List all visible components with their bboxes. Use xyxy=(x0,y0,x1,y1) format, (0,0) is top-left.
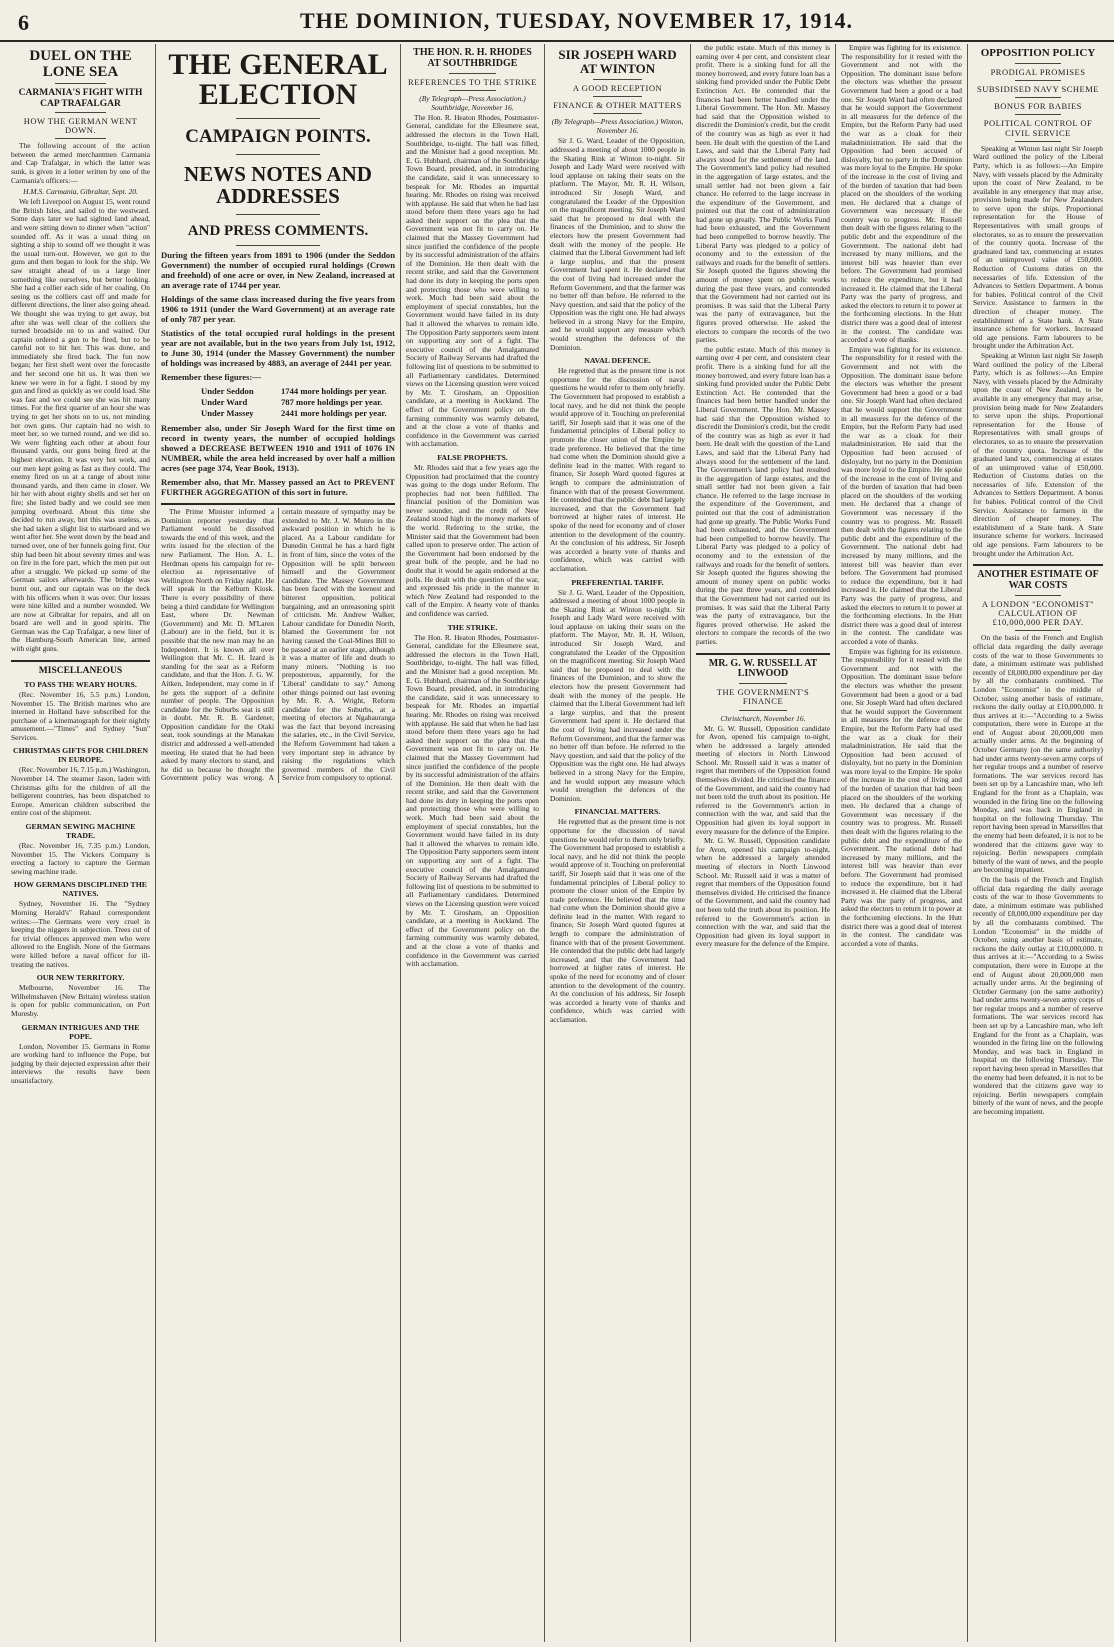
ward-subsection: NAVAL DEFENCE. xyxy=(584,356,651,366)
holdings-statement: Remember also, under Sir Joseph Ward for the first time on record in twenty years, the number of occupied holdings showed a DECREASE BETWEEN 1910 and 1911 of 1076 IN NUMBER, while the area held increased by over half a million acres (see page 374, Year Book, 1913). xyxy=(161,423,395,474)
column-opposition-policy xyxy=(968,44,1108,1642)
misc-item-text: (Rec. November 16, 7.35 p.m.) London, November 15. The Vickers Company is erecting a factory to capture the German sewing machine trade. xyxy=(11,841,150,876)
duel-subhead2: HOW THE GERMAN WENT DOWN. xyxy=(23,115,138,136)
policy-subhead: POLITICAL CONTROL OF CIVIL SERVICE xyxy=(983,118,1093,138)
holdings-statement: Statistics of the total occupied rural holdings in the present year are not available, but in the two years from July 1st, 1912, to June 30, 1914 (under the Massey Government) the number of holdings was increased by 4883, an average of 2441 per year. xyxy=(161,328,395,369)
column-general-election xyxy=(156,44,401,1642)
figure-label: Under Seddon xyxy=(201,386,254,397)
rhodes-subhead: REFERENCES TO THE STRIKE xyxy=(408,76,537,87)
holdings-statement: During the fifteen years from 1891 to 1906 (under the Seddon Government) the number of occupied rural holdings (Crown and freehold) of one acre or over, in New Zealand, increased at an average rate of 1744 per year. xyxy=(161,250,395,291)
duel-headline: DUEL ON THE LONE SEA xyxy=(29,48,132,81)
russell-dateline: Christchurch, November 16. xyxy=(720,713,806,723)
election-headline: THE GENERAL ELECTION xyxy=(168,48,388,111)
figure-value: 1744 more holdings per year. xyxy=(281,386,387,397)
policy-subhead: BONUS FOR BABIES xyxy=(994,101,1082,112)
war-costs-subhead: A LONDON "ECONOMIST" CALCULATION OF £10,000,000 PER DAY. xyxy=(981,598,1095,628)
figure-label: Under Massey xyxy=(201,408,254,419)
figure-row xyxy=(201,386,395,397)
rhodes-dateline: (By Telegraph—Press Association.) Southbridge, November 16. xyxy=(419,93,526,112)
war-costs-body: On the basis of the French and English official data regarding the daily average costs of the war to those Governments to date, a minimum estimate was published recently of £8,000,000 expenditure per day by all the combatants combined. The London "Economist" in the middle of October, using another basis of estimate, reckons the daily outlay at £10,000,000. It thus arrives at it:—"According to a Swiss computation, there were in Europe at the end of August about 20,000,000 men actually under arms. At the beginning of October Germany (on the same authority) had under arms twenty-seven army corps of her regular troops and a number of reserve formations. The war services record has been set up by a Lancashire man, who left England for the front as a Chaplain, was wounded in the firing line on the following Monday, and was back in England in hospital on the following Thursday. The report having been spread in Marseilles that the enemy had been defeated, it is not to be wondered that the citizens gave way to rejoicing. Berlin newspapers complain bitterly of the want of news, and the people are becoming impatient. xyxy=(973,633,1103,875)
column-duel xyxy=(6,44,156,1642)
misc-item-text: (Rec. November 16, 7.15 p.m.) Washington, November 14. The steamer Jason, laden with Christmas gifts for the children of all the belligerent countries, has been dispatched to Europe. American children subscribed the entire cost of the shipment. xyxy=(11,765,150,818)
misc-item-head: CHRISTMAS GIFTS FOR CHILDREN IN EUROPE. xyxy=(13,746,148,765)
policy-body: Speaking at Winton last night Sir Joseph Ward outlined the policy of the Liberal Party, which is as follows:—An Empire Navy, with vessels placed by the Admiralty upon the coast of New Zealand, to be available in any emergency that may arise, provision being made for New Zealanders to serve upon the ships. Proportional representation for the House of Representatives with small groups of electorates, so as to ensure the preservation of the country quota. Increase of the graduated land tax, commencing at estates of an unimproved value of £50,000. Reduction of Customs duties on the necessaries of life. Extension of the Advances to Settlers Department. A bonus for babies. Political control of the Civil Service. Assistance to farmers in the direction of cheaper money. The establishment of a State bank. A State insurance scheme for workers. Increased old age pensions. Farm labourers to be brought under the Arbitration Act. xyxy=(973,350,1103,558)
policy-subhead: SUBSIDISED NAVY SCHEME xyxy=(977,84,1099,95)
misc-item-head: OUR NEW TERRITORY. xyxy=(36,973,125,983)
policy-body: Speaking at Winton last night Sir Joseph Ward outlined the policy of the Liberal Party, which is as follows:—An Empire Navy, with vessels placed by the Admiralty upon the coast of New Zealand, to be available in any emergency that may arise, provision being made for New Zealanders to serve upon the ships. Proportional representation for the House of Representatives with small groups of electorates, so as to ensure the preservation of the country quota. Increase of the graduated land tax, commencing at estates of an unimproved value of £50,000. Reduction of Customs duties on the necessaries of life. Extension of the Advances to Settlers Department. A bonus for babies. Political control of the Civil Service. Assistance to farmers in the direction of cheaper money. The establishment of a State bank. A State insurance scheme for workers. Increased old age pensions. Farm labourers to be brought under the Arbitration Act. xyxy=(973,143,1103,351)
misc-item-text: Sydney, November 16. The "Sydney Morning Herald's" Rabaul correspondent writes:—The Germans were very cruel in keeping the niggers in subjection. Trees cut of for trivial offences approved men who were allowed to the English. None of the Germans were killed before a naval officer for ill-treating the natives. xyxy=(11,899,150,969)
holdings-statement: Holdings of the same class increased during the five years from 1906 to 1911 (under the Ward Government) at an average rate of only 787 per year. xyxy=(161,294,395,325)
misc-item-head: HOW GERMANS DISCIPLINED THE NATIVES. xyxy=(14,880,147,899)
ward-subsection: PREFERENTIAL TARIFF. xyxy=(571,577,664,587)
remember-figures: Remember these figures:— xyxy=(161,372,261,383)
figure-row xyxy=(201,408,395,419)
rhodes-headline: THE HON. R. H. RHODES AT SOUTHBRIDGE xyxy=(413,47,532,69)
page-number: 6 xyxy=(18,10,29,35)
election-notes-body: The Prime Minister informed a Dominion reporter yesterday that Parliament would be dissolved towards the end of this week, and the writs issued for the election of the new Parliament. The Hon. A. L. Herdman opens his campaign for re-election as representative of Wellington North on Friday night. He will speak in the Kelburn Kiosk. There is every possibility of there being a third candidate for Wellington East, where Dr. Newman (Government) and Mr. D. M'Laren (Labour) are in the field, but it is possible that the new man may be an Independent. It is known all over Wellington that Mr. C. H. Izard is standing for the seat as a Reform candidate, and that the Hon. J. G. W. Aitken, Independent, may come in if he gets the support of a definite number of people. The Opposition candidate for the Suburbs seat is still in doubt. Mr. R. B. Gardener, Opposition candidate for the Otaki seat, took soundings at the Manakau district and addressed a well-attended meeting. He stated that he had been asked by many electors to stand, and he did so because he thought the Government policy was wrong. A certain measure of sympathy may be extended to Mr. J. W. Munro in the awkward position in which he is placed. As a Labour candidate for Dunedin Central he has a hard fight in front of him, since the votes of the Opposition will be split between himself and the Government candidate. The Massey Government has been faced with the keenest and bitterest opposition, political bargaining, and an unreasoning spirit of criticism. Mr. Andrew Walker, Labour candidate for Dunedin North, blamed the Government for not having caused the Coal-Mines Bill to be passed at an earlier stage, although it was a matter of life and death to many miners. "Nothing is too preposterous, apparently, for the 'Liberal' candidate to say." Among other things pointed out last evening by Mr. R. A. Wright, Reform candidate for the Suburbs, at a meeting of electors at Ngahauranga was the fact that beyond increasing the salaries, etc., in the Civil Service, the Reform Government had taken a very important step in advance by raising the regulations which governed members of the Civil Service from compulsory to optional. xyxy=(161,507,395,783)
duel-intro: The following account of the action between the armed merchantmen Carmania and Cap Trafalgar, in which the latter was sunk, is given in a letter written by one of the Carmania's officers:— xyxy=(11,141,150,185)
russell-continued-body: Empire was fighting for its existence. The responsibility for it rested with the Government and not with the Opposition. The dominant issue before the electors was whether the present Government had been a good or a bad one. Sir Joseph Ward had often declared that he would support the Government in all measures for the defence of the Empire, but the Reform Party had used the war as a cloak for their maladministration. He said that the Opposition had been accused of disloyalty, but no party in the Dominion was more loyal to the Empire. He spoke of the increase in the cost of living and of the burden of taxation that had been placed on the shoulders of the working men. He declared that a change of Government was necessary if the country was to progress. Mr. Russell then dealt with the figures relating to the public debt and the expenditure of the Government. The national debt had increased by many millions, and the interest bill was heavier than ever before. The Government had promised to reduce the expenditure, but it had increased it. He claimed that the Liberal Party was the party of progress, and asked the electors to return it to power at the forthcoming elections. In the Hutt district there was a good deal of interest in the contest. The candidate was accorded a vote of thanks. xyxy=(841,44,962,345)
misc-item-text: London, November 15. Germans in Rome are working hard to influence the Pope, but judging by their dejected expression after their interviews the results have been unsatisfactory. xyxy=(11,1041,150,1085)
rhodes-body: The Hon. R. Heaton Rhodes, Postmaster-General, candidate for the Ellesmere seat, addressed the electors in the Town Hall, Southbridge, to-night. The hall was filled, and the Minister had a good reception. Mr. E. G. Hubbard, chairman of the Southbridge Town Board, presided, and, in introducing the candidate, said it was unnecessary to bespeak for Mr. Rhodes an impartial hearing. Mr. Rhodes on rising was received with applause. He said that when he had last stood before them three years ago he had asked their support on the plea that the Government was not fit to carry on. He claimed that the Massey Government had since justified the confidence of the people by its successful administration of the affairs of the Dominion. He then dealt with the recent strike, and said that the Government had done its duty in keeping the ports open and protecting those who were willing to work. Much had been said about the employment of special constables, but the Government would have failed in its duty had it allowed the wharves to remain idle. The Opposition Party supporters seem intent on supporting any sort of a fight. The executive council of the Amalgamated Society of Railway Servants had drafted the following list of questions to be submitted to all Parliamentary candidates. Determined views on the Licensing question were voiced by Mr. T. Grosham, an Opposition candidate, at a meeting in Auckland. The effect of the Government policy on the farming community was warmly debated, and at the close a vote of thanks and confidence in the Government was carried with acclamation. xyxy=(406,632,539,969)
masthead xyxy=(0,0,1114,42)
russell-body: Mr. G. W. Russell, Opposition candidate for Avon, opened his campaign to-night, when he addressed a largely attended meeting of electors in North Linwood School. Mr. Russell said it was a matter of regret that members of the Opposition found themselves divided. He criticised the finance of the Government, and said the country had not been told the truth about its position. He referred to the Government's action in connection with the war, and said that the Opposition had given its loyal support in every measure for the defence of the Empire. xyxy=(696,723,830,836)
figure-value: 787 more holdings per year. xyxy=(281,397,383,408)
ward-headline: SIR JOSEPH WARD AT WINTON xyxy=(558,47,677,77)
russell-continued-body: Empire was fighting for its existence. The responsibility for it rested with the Government and not with the Opposition. The dominant issue before the electors was whether the present Government had been a good or a bad one. Sir Joseph Ward had often declared that he would support the Government in all measures for the defence of the Empire, but the Reform Party had used the war as a cloak for their maladministration. He said that the Opposition had been accused of disloyalty, but no party in the Dominion was more loyal to the Empire. He spoke of the increase in the cost of living and of the burden of taxation that had been placed on the shoulders of the working men. He declared that a change of Government was necessary if the country was to progress. Mr. Russell then dealt with the figures relating to the public debt and the expenditure of the Government. The national debt had increased by many millions, and the interest bill was heavier than ever before. The Government had promised to reduce the expenditure, but it had increased it. He claimed that the Liberal Party was the party of progress, and asked the electors to return it to power at the forthcoming elections. In the Hutt district there was a good deal of interest in the contest. The candidate was accorded a vote of thanks. xyxy=(841,344,962,646)
column-ward xyxy=(545,44,691,1642)
duel-subhead: CARMANIA'S FIGHT WITH CAP TRAFALGAR xyxy=(18,88,143,109)
misc-headline: MISCELLANEOUS xyxy=(38,665,123,676)
figures-list xyxy=(201,386,395,419)
misc-item-head: GERMAN INTRIGUES AND THE POPE. xyxy=(21,1022,140,1041)
war-costs-headline: ANOTHER ESTIMATE OF WAR COSTS xyxy=(977,569,1099,592)
war-costs-body: On the basis of the French and English official data regarding the daily average costs of the war to those Governments to date, a minimum estimate was published recently of £8,000,000 expenditure per day by all the combatants combined. The London "Economist" in the middle of October, using another basis of estimate, reckons the daily outlay at £10,000,000. It thus arrives at it:—"According to a Swiss computation, there were in Europe at the end of August about 20,000,000 men actually under arms. At the beginning of October Germany (on the same authority) had under arms twenty-seven army corps of her regular troops and a number of reserve formations. The war services record has been set up by a Lancashire man, who left England for the front as a Chaplain, was wounded in the firing line on the following Monday, and was back in England in hospital on the following Thursday. The report having been spread in Marseilles that the enemy had been defeated, it is not to be wondered that the citizens gave way to rejoicing. Berlin newspapers complain bitterly of the want of news, and the people are becoming impatient. xyxy=(973,874,1103,1116)
ward-subhead2: FINANCE & OTHER MATTERS xyxy=(553,100,682,111)
russell-body: Mr. G. W. Russell, Opposition candidate for Avon, opened his campaign to-night, when he addressed a largely attended meeting of electors in North Linwood School. Mr. Russell said it was a matter of regret that members of the Opposition found themselves divided. He criticised the finance of the Government, and said the country had not been told the truth about its position. He referred to the Government's action in connection with the war, and said that the Opposition had given its loyal support in every measure for the defence of the Empire. xyxy=(696,836,830,949)
ward-body: Sir J. G. Ward, Leader of the Opposition, addressed a meeting of about 1000 people in the Skating Rink at Winton to-night. Sir Joseph and Lady Ward were received with loud applause on taking their seats on the platform. The Mayor, Mr. R. H. Wilson, introduced Sir Joseph Ward, and congratulated the Leader of the Opposition on the magnificent meeting. Sir Joseph Ward said that he proposed to deal with the finances of the Dominion, and to show the electors how the present Government had dealt with the money of the people. He claimed that the Liberal Government had left a large surplus, and that the present Government had spent it. He declared that the cost of living had increased under the Reform Government, and that the farmer was no better off than before. He referred to the Navy question, and said that the policy of the Opposition was the right one. He had always believed in a strong Navy for the Empire, and he would support any measure which would strengthen the defences of the Dominion. xyxy=(550,136,685,352)
column-ward-continued xyxy=(691,44,836,1642)
misc-item-head: GERMAN SEWING MACHINE TRADE. xyxy=(25,822,136,841)
election-notes xyxy=(161,508,395,783)
duel-dateline: H.M.S. Carmania, Gibraltar, Sept. 20. xyxy=(23,187,138,197)
figure-label: Under Ward xyxy=(201,397,248,408)
press-comments-subhead: AND PRESS COMMENTS. xyxy=(187,222,369,239)
column-russell-continued xyxy=(836,44,968,1642)
ward-continued-body: the public estate. Much of this money is earning over 4 per cent, and consistent clear profit. There is a sinking fund for all the money borrowed, and every future loan has a sinking fund provided under the Public Debt Extinction Act. He contended that the finances had been better handled under the Liberal Government. The Hon. Mr. Massey had said that the Opposition wished to discredit the Dominion's credit, but the credit of the country was as high as ever it had been. He dealt with the question of the Land Laws, and said that the Liberal Party had always stood for the settlement of the land. The Government's land policy had resulted in the aggregation of large estates, and the small settler had not been given a fair chance. He referred to the large increase in the expenditure of the Government, and pointed out that the cost of administration had gone up greatly. The Public Works Fund had been exhausted, and the Government had been compelled to borrow heavily. The Liberal Party was pledged to a policy of economy and to the extension of the railways and roads for the benefit of settlers. Sir Joseph quoted the figures showing the amount of money spent on public works during the past three years, and contended that the Government had not carried out its promises. It was said that the Liberal Party was the party of extravagance, but the figures proved otherwise. He asked the electors to compare the records of the two parties. xyxy=(696,44,830,345)
ward-dateline: (By Telegraph—Press Association.) Winton, November 16. xyxy=(551,117,684,136)
russell-subhead: THE GOVERNMENT'S FINANCE xyxy=(716,687,810,707)
russell-continued-body: Empire was fighting for its existence. The responsibility for it rested with the Government and not with the Opposition. The dominant issue before the electors was whether the present Government had been a good or a bad one. Sir Joseph Ward had often declared that he would support the Government in all measures for the defence of the Empire, but the Reform Party had used the war as a cloak for their maladministration. He said that the Opposition had been accused of disloyalty, but no party in the Dominion was more loyal to the Empire. He spoke of the increase in the cost of living and of the burden of taxation that had been placed on the shoulders of the working men. He declared that a change of Government was necessary if the country was to progress. Mr. Russell then dealt with the figures relating to the public debt and the expenditure of the Government. The national debt had increased by many millions, and the interest bill was heavier than ever before. The Government had promised to reduce the expenditure, but it had increased it. He claimed that the Liberal Party was the party of progress, and asked the electors to return it to power at the forthcoming elections. In the Hutt district there was a good deal of interest in the contest. The candidate was accorded a vote of thanks. xyxy=(841,646,962,948)
ward-subhead: A GOOD RECEPTION xyxy=(572,83,663,94)
misc-item-text: (Rec. November 16, 5.5 p.m.) London, November 15. The British marines who are interned in Holland have subscribed for the purchase of a kinematograph for their nightly amusement.—"Times" and Sydney "Sun" Services. xyxy=(11,689,150,742)
rhodes-body2: Mr. Rhodes said that a few years ago the Opposition had proclaimed that the country was going to the dogs under Reform. The prophecies had not been fulfilled. The financial position of the Dominion was never sounder, and the credit of New Zealand stood high in the money markets of the world. Referring to the strike, the Minister said that the Government had been called upon to preserve order. The action of the Government had been endorsed by the great bulk of the people, and he had no doubt that it would be again endorsed at the polls. He dealt with the question of the war, and expressed his pride in the manner in which New Zealand had responded to the call of the Empire. A hearty vote of thanks and confidence was carried. xyxy=(406,462,539,619)
misc-item-text: Melbourne, November 16. The Wilhelmshaven (New Britain) wireless station is open for public communication, on Port Moresby. xyxy=(11,983,150,1018)
holdings-statement: Remember also, that Mr. Massey passed an Act to PREVENT FURTHER AGGREGATION of this sort in future. xyxy=(161,477,395,498)
ward-body2: He regretted that as the present time is not opportune for the discussion of naval questions he would refer to them only briefly. The Government had proposed to establish a local navy, and he did not think the people would approve of it. Touching on preferential tariff, Sir Joseph said that it was one of the fundamental principles of Liberal policy to promote the closer union of the Empire by trade preference. He believed that the time had come when the Dominion should give a definite lead in the matter. With regard to finance, Sir Joseph Ward quoted figures at length to compare the administration of finance with that of the present Government. He contended that the public debt had largely increased, and that the Government had borrowed at higher rates of interest. He spoke of the need for economy and of closer attention to the development of the country. At the conclusion of his address, Sir Joseph was accorded a hearty vote of thanks and confidence, which was carried with acclamation. xyxy=(550,817,685,1024)
misc-item-head: TO PASS THE WEARY HOURS. xyxy=(24,679,137,689)
column-rhodes xyxy=(401,44,545,1642)
figure-row xyxy=(201,397,395,408)
policy-headline: OPPOSITION POLICY xyxy=(980,47,1096,59)
ward-subsection: FINANCIAL MATTERS. xyxy=(574,807,661,817)
figure-value: 2441 more holdings per year. xyxy=(281,408,387,419)
columns xyxy=(6,44,1108,1642)
rhodes-body: The Hon. R. Heaton Rhodes, Postmaster-General, candidate for the Ellesmere seat, addressed the electors in the Town Hall, Southbridge, to-night. The hall was filled, and the Minister had a good reception. Mr. E. G. Hubbard, chairman of the Southbridge Town Board, presided, and, in introducing the candidate, said it was unnecessary to bespeak for Mr. Rhodes an impartial hearing. Mr. Rhodes on rising was received with applause. He said that when he had last stood before them three years ago he had asked their support on the plea that the Government was not fit to carry on. He claimed that the Massey Government had since justified the confidence of the people by its successful administration of the affairs of the Dominion. He then dealt with the recent strike, and said that the Government had done its duty in keeping the ports open and protecting those who were willing to work. Much had been said about the employment of special constables, but the Government would have failed in its duty had it allowed the wharves to remain idle. The Opposition Party supporters seem intent on supporting any sort of a fight. The executive council of the Amalgamated Society of Railway Servants had drafted the following list of questions to be submitted to all Parliamentary candidates. Determined views on the Licensing question were voiced by Mr. T. Grosham, an Opposition candidate, at a meeting in Auckland. The effect of the Government policy on the farming community was warmly debated, and at the close a vote of thanks and confidence in the Government was carried with acclamation. xyxy=(406,112,539,449)
ward-continued-body: the public estate. Much of this money is earning over 4 per cent, and consistent clear profit. There is a sinking fund for all the money borrowed, and every future loan has a sinking fund provided under the Public Debt Extinction Act. He contended that the finances had been better handled under the Liberal Government. The Hon. Mr. Massey had said that the Opposition wished to discredit the Dominion's credit, but the credit of the country was as high as ever it had been. He dealt with the question of the Land Laws, and said that the Liberal Party had always stood for the settlement of the land. The Government's land policy had resulted in the aggregation of large estates, and the small settler had not been given a fair chance. He referred to the large increase in the expenditure of the Government, and pointed out that the cost of administration had gone up greatly. The Public Works Fund had been exhausted, and the Government had been compelled to borrow heavily. The Liberal Party was pledged to a policy of economy and to the extension of the railways and roads for the benefit of settlers. Sir Joseph quoted the figures showing the amount of money spent on public works during the past three years, and contended that the Government had not carried out its promises. It was said that the Liberal Party was the party of extravagance, but the figures proved otherwise. He asked the electors to compare the records of the two parties. xyxy=(696,344,830,646)
rhodes-subsection: THE STRIKE. xyxy=(447,622,498,632)
policy-subhead: PRODIGAL PROMISES xyxy=(990,66,1086,77)
rhodes-subsection: FALSE PROPHETS. xyxy=(437,452,508,462)
duel-body: We left Liverpool on August 15, went round the British Isles, and sailed to the westward. Some days later we had sighted land ahead, and were sitting down to dinner when "action" sounded off. As it was a usual thing on sighting a ship to sound off we thought it was the usual turn-out. However, we got to the guns and then began to look for the ship. We saw straight ahead of us a large liner something like ourselves, but better looking. She had a collier each side of her coaling. On seeing us the colliers cast off and made for different directions, the liner also going ahead. We thought she was trying to get away, but after she was well clear of the colliers she turned broadside on to us and waited. Our captain ordered a gun to be fired, but to be careful not to hit her. This was done, and immediately she fired back. The fun now began; her first shell went over the forecastle and her second one hit us. It was then we knew we were in for a fight. I stood by my gun and fired as quickly as we could load. She was fast and we could see she was hit many times. For the first quarter of an hour she was trying to get her shots on to us, not minding her own guns. Our captain had no wish to meet her, so we turned round, and we did so. We were fighting each other at about four thousand yards, our guns being fired at the highest elevation. It was very hot work, and our men kept going as fast as they could. The enemy fired on us at a range of about nine thousand yards, and then came in closer. We hit her with about eighty shells and set her on fire; she listed badly and we could see men jumping overboard. About this time she decided to run away, but this was useless, as she had taken a slight list to starboard and we went after her. She went down by the head and turned over, one of her funnels going first. Our ship had been hit about seventy times and was on fire in the fore part, which the men put out after a struggle. We picked up some of the German sailors afterwards. The bridge was burnt out, and our captain was on the deck with his officers when it was over. Our losses were nine killed and a number wounded. We are now at Gibraltar for repairs, and all on board are well and in good spirits. The German was the Cap Trafalgar, a new liner of the Hamburg-South American line, armed with eight guns. xyxy=(11,197,150,654)
ward-body2: He regretted that as the present time is not opportune for the discussion of naval questions he would refer to them only briefly. The Government had proposed to establish a local navy, and he did not think the people would approve of it. Touching on preferential tariff, Sir Joseph said that it was one of the fundamental principles of Liberal policy to promote the closer union of the Empire by trade preference. He believed that the time had come when the Dominion should give a definite lead in the matter. With regard to finance, Sir Joseph Ward quoted figures at length to compare the administration of finance with that of the present Government. He contended that the public debt had largely increased, and that the Government had borrowed at higher rates of interest. He spoke of the need for economy and of closer attention to the development of the country. At the conclusion of his address, Sir Joseph was accorded a hearty vote of thanks and confidence, which was carried with acclamation. xyxy=(550,366,685,573)
russell-headline: MR. G. W. RUSSELL AT LINWOOD xyxy=(708,657,818,680)
election-subhead: CAMPAIGN POINTS. xyxy=(185,126,371,147)
ward-body: Sir J. G. Ward, Leader of the Opposition, addressed a meeting of about 1000 people in the Skating Rink at Winton to-night. Sir Joseph and Lady Ward were received with loud applause on taking their seats on the platform. The Mayor, Mr. R. H. Wilson, introduced Sir Joseph Ward, and congratulated the Leader of the Opposition on the magnificent meeting. Sir Joseph Ward said that he proposed to deal with the finances of the Dominion, and to show the electors how the present Government had dealt with the money of the people. He claimed that the Liberal Government had left a large surplus, and that the present Government had spent it. He declared that the cost of living had increased under the Reform Government, and that the farmer was no better off than before. He referred to the Navy question, and said that the policy of the Opposition was the right one. He had always believed in a strong Navy for the Empire, and he would support any measure which would strengthen the defences of the Dominion. xyxy=(550,587,685,803)
news-notes-headline: NEWS NOTES AND ADDRESSES xyxy=(184,161,372,209)
newspaper-title: THE DOMINION, TUESDAY, NOVEMBER 17, 1914. xyxy=(300,8,853,33)
